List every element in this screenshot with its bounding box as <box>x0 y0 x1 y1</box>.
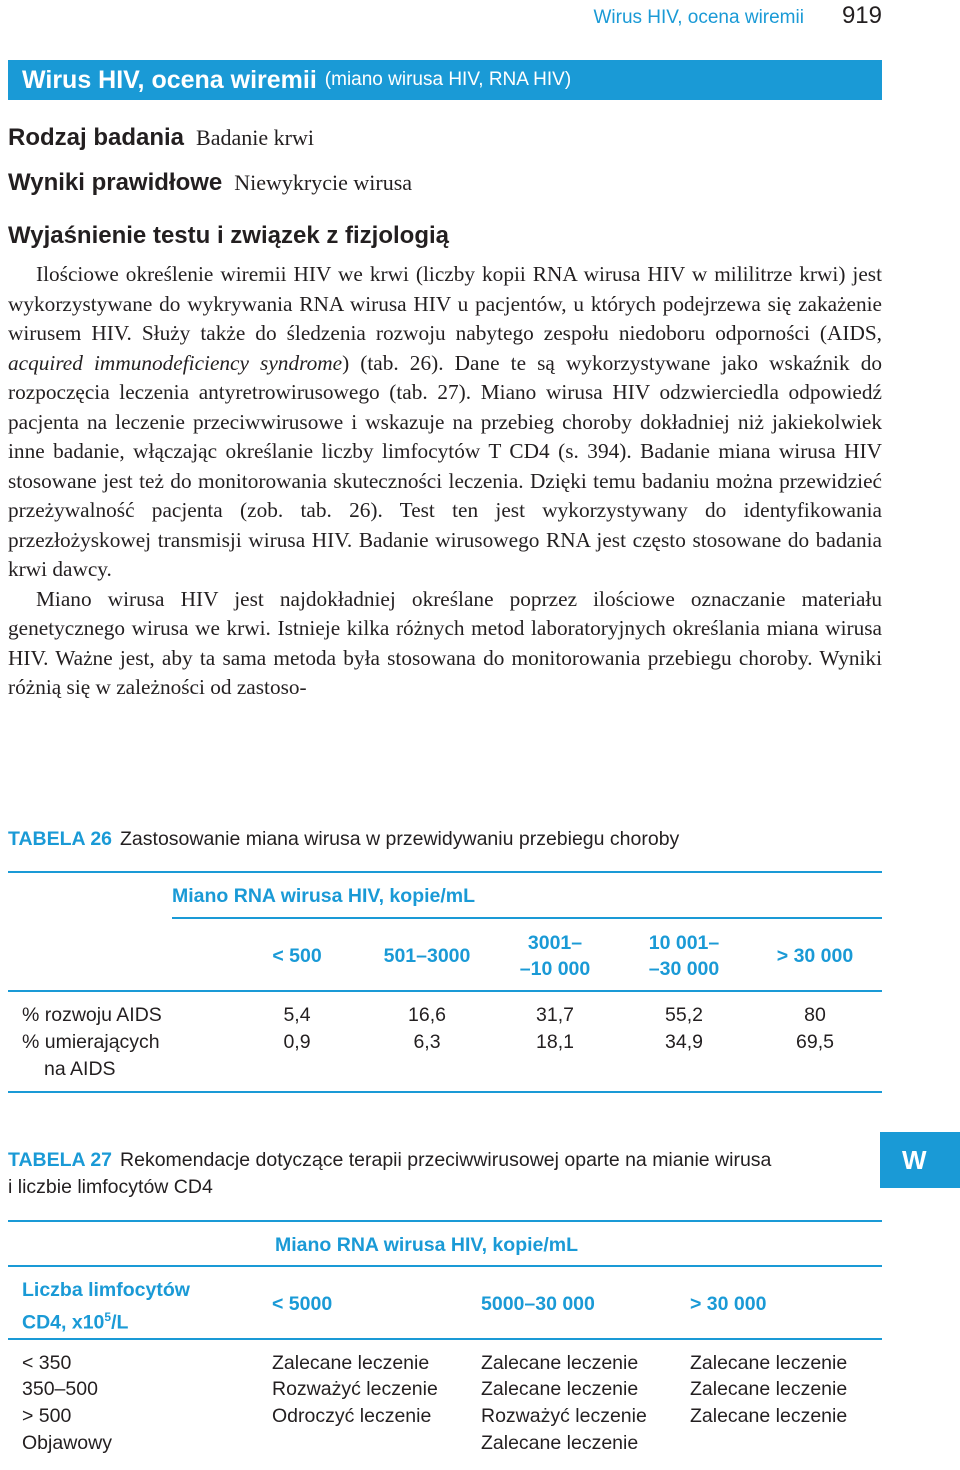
table26-cell: 80 <box>804 1004 826 1026</box>
table26-tag: TABELA 26 <box>8 828 113 850</box>
table27-caption <box>8 1147 868 1201</box>
table27-cell: Zalecane leczenie <box>481 1352 639 1374</box>
table27-group-header: Miano RNA wirusa HIV, kopie/mL <box>275 1234 579 1256</box>
running-header <box>593 2 882 30</box>
table26-cell: 16,6 <box>408 1004 446 1026</box>
field-normal-results <box>8 169 412 197</box>
table27-cell: Zalecane leczenie <box>481 1378 639 1400</box>
paragraph-2: Miano wirusa HIV jest najdokładniej określane poprzez ilościowe oznaczanie materiału genetycznego wirusa we krwi. Istnieje kilka różnych metod laboratoryjnych określania miana wirusa HIV. Ważne jest, aby ta sama metoda była stosowana do monitorowania przebiegu choroby. Wyniki różnią się w zależności od zastoso- <box>8 586 882 699</box>
table27-rule-top <box>8 1220 882 1222</box>
table27-row-label: Objawowy <box>22 1432 112 1454</box>
table26-rule-top <box>8 871 882 873</box>
table26-cell: 31,7 <box>536 1004 574 1026</box>
field-label: Wyniki prawidłowe <box>8 169 223 196</box>
table26-col-header: 10 001– <box>648 932 720 954</box>
entry-title-bar <box>8 60 882 100</box>
table26-rule-group <box>172 917 882 919</box>
table27-col-header: > 30 000 <box>690 1293 767 1315</box>
table26-caption <box>8 826 868 853</box>
table26-cell: 5,4 <box>283 1004 311 1026</box>
field-label: Rodzaj badania <box>8 124 185 151</box>
table26-cell: 6,3 <box>413 1031 441 1053</box>
table27-cell: Rozważyć leczenie <box>481 1405 647 1427</box>
table26-group-header: Miano RNA wirusa HIV, kopie/mL <box>172 885 476 907</box>
table26-row-label: % umierających <box>22 1031 160 1053</box>
entry-subtitle: (miano wirusa HIV, RNA HIV) <box>324 69 572 90</box>
table26-cell: 34,9 <box>665 1031 703 1053</box>
table27-rule-group <box>8 1265 882 1267</box>
table27-row-header: Liczba limfocytów <box>22 1279 190 1301</box>
body-text <box>8 260 882 703</box>
table27-row-label: 350–500 <box>22 1378 98 1400</box>
page-number: 919 <box>841 2 882 29</box>
table27-cell: Odroczyć leczenie <box>272 1405 432 1427</box>
italic-term: acquired immunodeficiency syndrome <box>8 350 343 375</box>
table26-col-header: –30 000 <box>648 958 720 980</box>
running-title: Wirus HIV, ocena wiremii <box>593 7 804 28</box>
field-value: Niewykrycie wirusa <box>234 170 413 195</box>
table27-col-header: < 5000 <box>272 1293 333 1315</box>
table27-rule-header <box>8 1338 882 1340</box>
table26-cell: 0,9 <box>283 1031 311 1053</box>
table27-row-header-unit: CD4, $x10^5/L$ <box>22 1310 129 1334</box>
table26-cell: 69,5 <box>796 1031 834 1053</box>
table26-row-label-cont: na AIDS <box>44 1058 116 1080</box>
table27-tag: TABELA 27 <box>8 1149 113 1171</box>
table26-caption-text: Zastosowanie miana wirusa w przewidywaniu przebiegu choroby <box>120 828 680 850</box>
table26-row-label: % rozwoju AIDS <box>22 1004 162 1026</box>
thumb-index-tab: W <box>880 1132 960 1188</box>
table26-rule-header <box>8 990 882 992</box>
entry-title: Wirus HIV, ocena wiremii <box>22 65 317 94</box>
table27-caption-text: Rekomendacje dotyczące terapii przeciwwirusowej oparte na mianie wirusa <box>120 1149 772 1171</box>
section-heading: Wyjaśnienie testu i związek z fizjologią <box>8 222 449 249</box>
table26-cell: 55,2 <box>665 1004 703 1026</box>
table26-col-header: –10 000 <box>519 958 591 980</box>
table26-col-header: 501–3000 <box>383 945 471 967</box>
table27-cell: Zalecane leczenie <box>481 1432 639 1454</box>
field-value: Badanie krwi <box>196 125 314 150</box>
table26-cell: 18,1 <box>536 1031 574 1053</box>
table27-cell: Zalecane leczenie <box>690 1352 848 1374</box>
table27-cell: Zalecane leczenie <box>690 1378 848 1400</box>
table26-col-header: < 500 <box>272 945 322 967</box>
table26-rule-bottom <box>8 1091 882 1093</box>
table27-row-label: < 350 <box>22 1352 72 1374</box>
table27-cell: Zalecane leczenie <box>272 1352 430 1374</box>
table27-col-header: 5000–30 000 <box>481 1293 595 1315</box>
table27-caption-text-cont: i liczbie limfocytów CD4 <box>8 1176 213 1198</box>
table26-col-header: 3001– <box>527 932 583 954</box>
field-test-type <box>8 124 314 152</box>
table27-row-label: > 500 <box>22 1405 72 1427</box>
paragraph-1: Ilościowe określenie wiremii HIV we krwi (liczby kopii RNA wirusa HIV w mililitrze krwi) jest wykorzystywane do wykrywania RNA wirusa HIV u pacjentów, u których podejrzewa się zakażenie wirusem HIV. Służy także do śledzenia rozwoju nabytego zespołu niedoboru odporności (AIDS, acquired immunodeficiency syndrome) (tab. 26). Dane te są wykorzystywane jako wskaźnik do rozpoczęcia leczenia antyretrowirusowego (tab. 27). Miano wirusa HIV odzwierciedla odpowiedź pacjenta na leczenie przeciwwirusowe i wskazuje na przebieg choroby dokładniej niż jakiekolwiek inne badanie, włączając określanie liczby limfocytów T CD4 (s. 394). Badanie miana wirusa HIV stosowane jest też do monitorowania skuteczności leczenia. Dzięki temu badaniu można przewidzieć przeżywalność pacjenta (zob. tab. 26). Test ten jest wykorzystywany do identyfikowania przezłożyskowej transmisji wirusa HIV. Badanie wirusowego RNA jest często stosowane do badania krwi dawcy. <box>8 262 883 581</box>
table27-cell: Rozważyć leczenie <box>272 1378 438 1400</box>
table27-cell: Zalecane leczenie <box>690 1405 848 1427</box>
table26-col-header: > 30 000 <box>776 945 854 967</box>
